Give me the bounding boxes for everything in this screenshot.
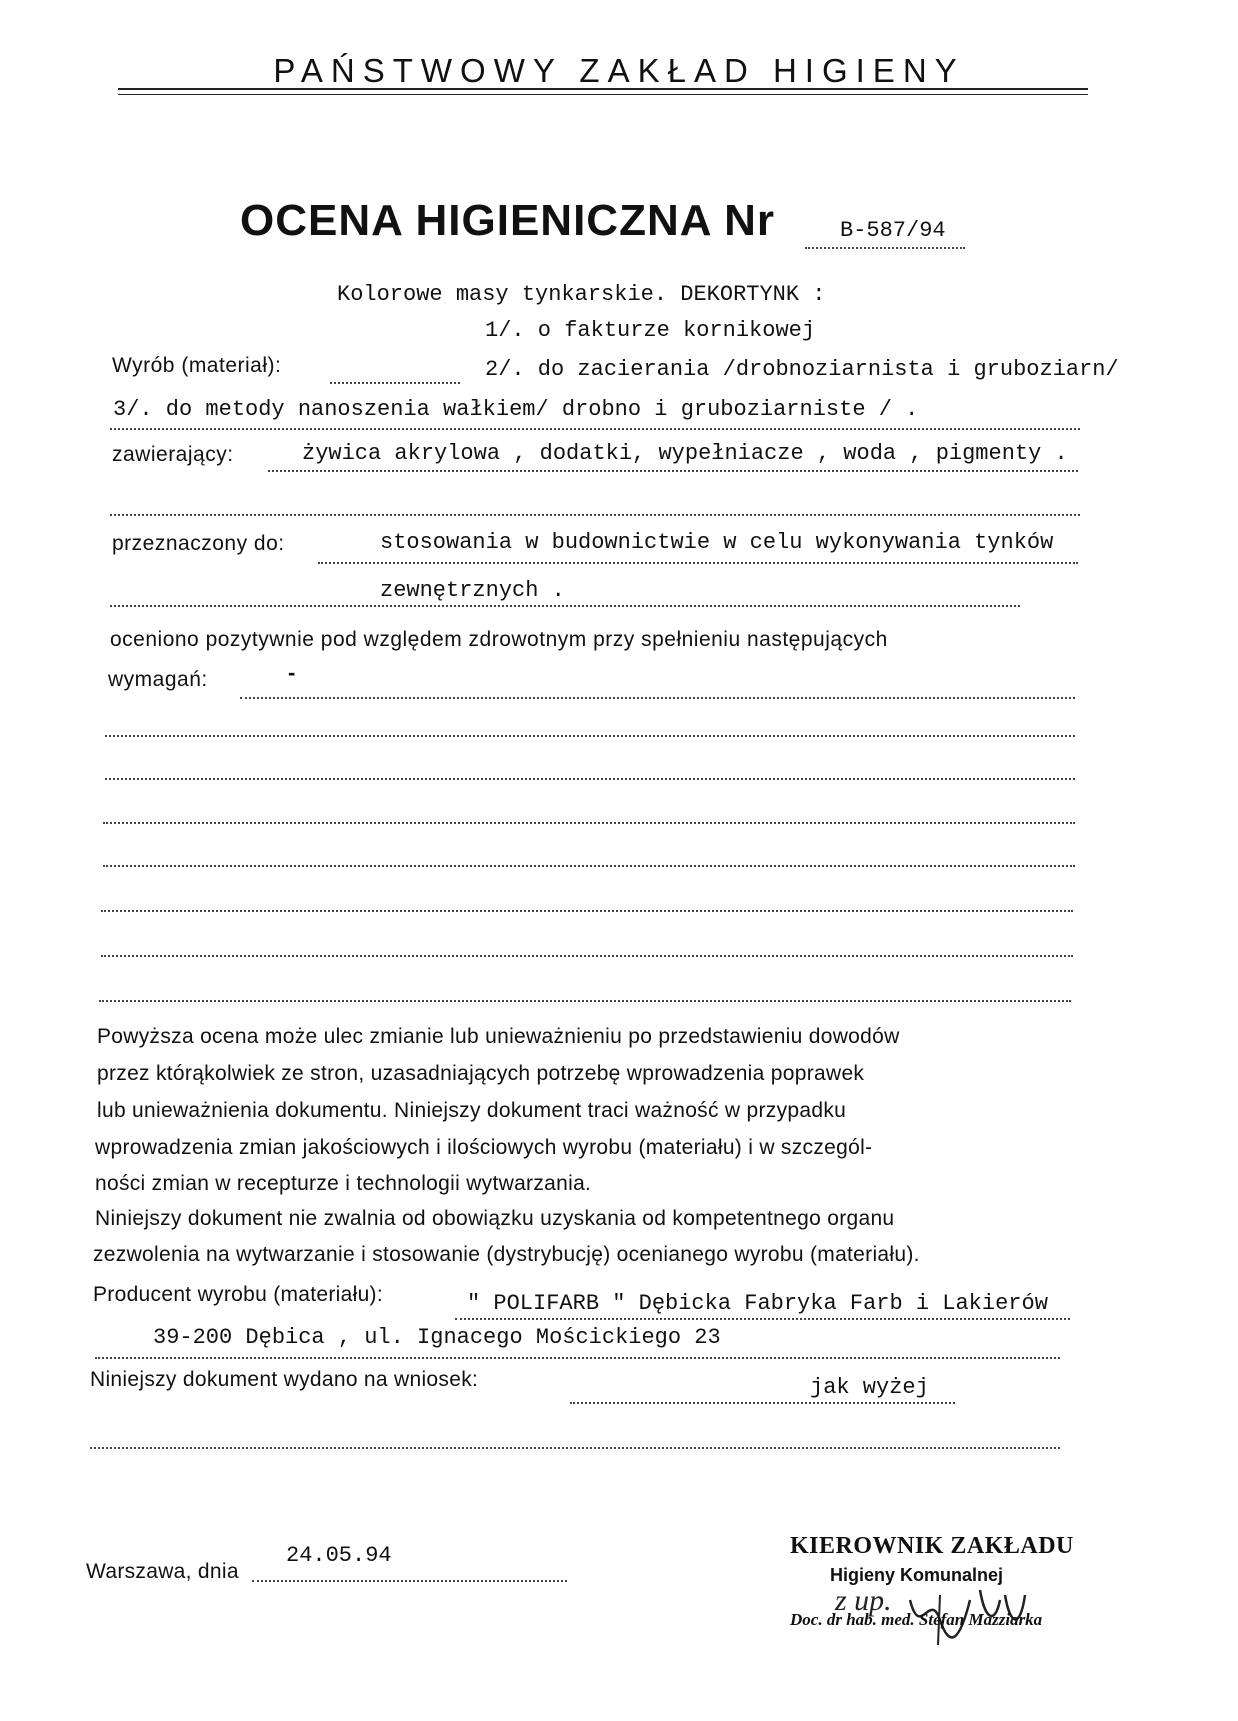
address-dotted-line bbox=[95, 1357, 1060, 1359]
producer-address: 39-200 Dębica , ul. Ignacego Mościckiego 23 bbox=[153, 1325, 721, 1350]
requirements-value: - bbox=[288, 660, 296, 685]
contains-value: żywica akrylowa , dodatki, wypełniacze , woda , pigmenty . bbox=[302, 441, 1068, 466]
blank-line-1 bbox=[110, 514, 1080, 516]
blank-line-8 bbox=[99, 1000, 1071, 1002]
place-date-label: Warszawa, dnia bbox=[86, 1560, 239, 1583]
requirements-dotted-line bbox=[240, 697, 1075, 699]
blank-line-4 bbox=[103, 822, 1075, 824]
blank-line-6 bbox=[101, 910, 1073, 912]
blank-line-9 bbox=[90, 1447, 1060, 1449]
product-line-1: Kolorowe masy tynkarskie. DEKORTYNK : bbox=[337, 282, 826, 307]
product-dotted-line bbox=[330, 382, 460, 384]
assessment-text: oceniono pozytywnie pod względem zdrowotnym przy spełnieniu następujących bbox=[110, 628, 888, 651]
header-rule-top bbox=[118, 88, 1088, 90]
notice-line-3: lub unieważnienia dokumentu. Niniejszy dokument traci ważność w przypadku bbox=[97, 1099, 847, 1122]
request-label: Niniejszy dokument wydano na wniosek: bbox=[90, 1368, 479, 1391]
signature-title: KIEROWNIK ZAKŁADU bbox=[790, 1533, 1074, 1559]
notice-line-1: Powyższa ocena może ulec zmianie lub unieważnieniu po przedstawieniu dowodów bbox=[97, 1025, 900, 1048]
product-line-4: 3/. do metody nanoszenia wałkiem/ drobno i gruboziarniste / . bbox=[113, 397, 919, 422]
producer-value: " POLIFARB " Dębicka Fabryka Farb i Lakierów bbox=[467, 1291, 1048, 1316]
product-line-4-dots bbox=[110, 428, 1080, 430]
date-dotted-line bbox=[252, 1580, 567, 1582]
blank-line-5 bbox=[103, 865, 1075, 867]
product-line-3: 2/. do zacierania /drobnoziarnista i gruboziarn/ bbox=[485, 357, 1119, 382]
date-value: 24.05.94 bbox=[286, 1543, 392, 1568]
intended-label: przeznaczony do: bbox=[112, 532, 285, 555]
intended-line-2: zewnętrznych . bbox=[380, 578, 565, 603]
notice-line-4: wprowadzenia zmian jakościowych i ilościowych wyrobu (materiału) i w szczegól- bbox=[95, 1136, 873, 1159]
signature-handwriting: z up. bbox=[835, 1584, 892, 1617]
producer-dotted-line bbox=[455, 1318, 1070, 1320]
intended-line-1: stosowania w budownictwie w celu wykonywania tynków bbox=[380, 530, 1054, 555]
header-rule-bottom bbox=[118, 94, 1088, 95]
contains-label: zawierający: bbox=[112, 443, 234, 466]
number-dotted-line bbox=[805, 247, 965, 249]
request-value: jak wyżej bbox=[810, 1375, 929, 1400]
institution-header: PAŃSTWOWY ZAKŁAD HIGIENY bbox=[273, 52, 965, 89]
document-title: OCENA HIGIENICZNA Nr bbox=[240, 196, 775, 245]
intended-dotted-line-2 bbox=[110, 605, 1020, 607]
notice-line-7: zezwolenia na wytwarzanie i stosowanie (dystrybucję) ocenianego wyrobu (materiału). bbox=[93, 1243, 920, 1266]
blank-line-2 bbox=[105, 735, 1075, 737]
notice-line-2: przez którąkolwiek ze stron, uzasadniających potrzebę wprowadzenia poprawek bbox=[97, 1062, 865, 1085]
request-dotted-line bbox=[570, 1402, 955, 1404]
contains-dotted-line bbox=[268, 470, 1078, 472]
producer-label: Producent wyrobu (materiału): bbox=[93, 1283, 383, 1306]
intended-dotted-line bbox=[318, 562, 1078, 564]
signature-dept: Higieny Komunalnej bbox=[830, 1565, 1004, 1585]
blank-line-3 bbox=[105, 778, 1075, 780]
requirements-label: wymagań: bbox=[108, 668, 208, 691]
product-line-2: 1/. o fakturze kornikowej bbox=[485, 318, 816, 343]
blank-line-7 bbox=[101, 955, 1073, 957]
product-label: Wyrób (materiał): bbox=[112, 354, 282, 377]
signature-name: Doc. dr hab. med. Stefan Mazziarka bbox=[790, 1610, 1043, 1629]
notice-line-5: ności zmian w recepturze i technologii wytwarzania. bbox=[95, 1172, 592, 1195]
document-number: B-587/94 bbox=[840, 218, 946, 243]
notice-line-6: Niniejszy dokument nie zwalnia od obowiązku uzyskania od kompetentnego organu bbox=[95, 1207, 895, 1230]
